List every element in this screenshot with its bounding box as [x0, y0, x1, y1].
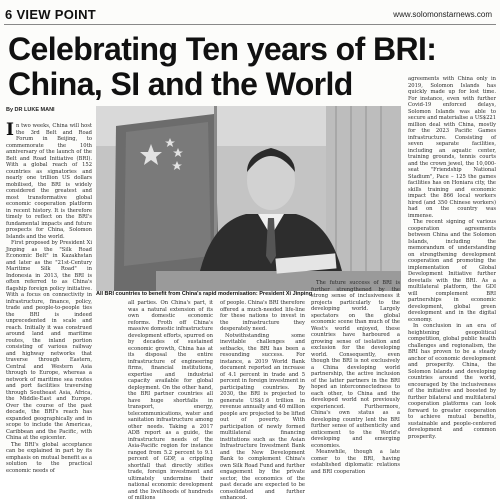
article-column-5: [408, 76, 496, 464]
article-column-3: [220, 300, 305, 501]
column-5-paragraph-3: In conclusion in an era of heightening geopolitical competition, global public health challenges and regionalism, the BRI has proven to be a steady anchor of economic development and prosperity. China, the Solomon Islands and developing countries around the world, encouraged by the inclusiveness of the initiative and boosted by further bilateral and multilateral cooperation platforms can look forward to greater cooperation to achieve mutual benefits, sustainable and people-centered development and common prosperity.: [408, 323, 496, 440]
headline-line-2: China, SI and the World: [8, 66, 353, 102]
header-rule: [4, 24, 496, 25]
photo-president-xi: [96, 106, 401, 291]
column-1-paragraph-1: n two weeks, China will host the 3rd Belt and Road Forum in Beijing, to commemorate the 10th anniversary of the launch of the Belt and Road Initiative (BRI). With a global reach of 152 countries as signatories and nearly one trillion US dollars mobilised, the BRI is widely considered the greatest and most transformative global economic cooperation platform in recent history. It is therefore timely to reflect on the BRI's fundamental impacts and future prospects for China, Solomon Islands and the world.: [6, 123, 92, 240]
column-4-paragraph-2: Meanwhile, though a late comer to the BRI, having established diplomatic relations and BRI cooperation: [311, 449, 400, 475]
column-4-paragraph-1: The future success of BRI is further strengthened by the strong sense of inclusiveness it projects particularly to the developing world. Largely spectators on the global economic scene than much of the West's world enjoyed, these countries have harboured a growing sense of isolation and exclusion for the developing world. Consequently, even though the BRI is not exclusively a China developing world partnership, the active inclusion of the latter partners in the BRI hoped an interconnectedness to each other, to China and the developed world not previously experienced. Furthermore, China's own status as a developing country lent the BRI further sense of authenticity and enticement to the World's developing and emerging economies.: [311, 280, 400, 449]
byline: By DR LUKE MANI: [6, 107, 55, 113]
column-3-paragraph-2: Notwithstanding some inevitable challenges and setbacks, the BRI has been a resounding success. For instance, a 2019 World Bank document reported an increase of 4.1 percent in trade and 5 percent in foreign investment in participating countries. By 2030, the BRI is projected to generate US$1.6 trillion in revenue annually and 40 million people are projected to be lifted out of poverty. With participation of newly formed multilateral financing institutions such as the Asian Infrastructure Investment Bank and the New Development Bank to complement China's own Silk Road Fund and further engagement by the private sector, the economics of the past decade are expected to be consolidated and further enhanced.: [220, 332, 305, 501]
column-5-paragraph-2: The recent signing of various cooperation agreements between China and the Solomon Islands, including the memorandum of understanding on strengthening development cooperation and promoting the implementation of Global Development Initiative further dovetails with the BRI. As a multilateral platform, the GDI will complement BRI partnerships in economic development, global green development and in the digital economy.: [408, 219, 496, 323]
article-column-2: [128, 300, 213, 501]
article-column-4: [311, 280, 400, 475]
website-url: www.solomonstarnews.com: [393, 10, 492, 19]
column-1-paragraph-3: The BRI's global acceptance can be explained in part by its emphasis on mutual benefit as a solution to the practical economic needs of: [6, 441, 92, 474]
column-1-paragraph-2: First proposed by President Xi Jinping as the "Silk Road Economic Belt" in Kazakhstan and later as the "21st-Century Maritime Silk Road" in Indonesia in 2013, the BRI is often referred to as China's flagship foreign policy initiative. With a focus on connectivity in infrastructure, finance, policy, trade and people-to-people ties the BRI is indeed unprecedented in scale and reach. Initially it was construed around land and maritime routes, the inland portion consisting of various railway and highway networks that traverse through Eastern, Central and Western Asia through to Europe, whereas a network of maritime sea routes and port facilities traversing through Southeast Asia, Africa, the Middle-East and Europe. Over the course of the past decade, the BRI's reach has expanded geographically and in scope to include the Americas, Caribbean and the Pacific, with China at the epicenter.: [6, 240, 92, 441]
drop-cap: I: [6, 120, 14, 140]
column-5-paragraph-1: agreements with China only in 2019, Solomon Islands has quickly made up for lost time. For instance, even with further Covid-19 enforced delays, Solomon Islands was able to secure and materialise a US$221 million deal with China, mostly for the 2023 Pacific Games infrastructure. Consisting of seven separate facilities, including an aquatic center, training grounds, tennis courts and the crown jewel, the 10,000-seat "Friendship National Stadium", Pace – 125 the games facilities has on Honiara city, the skills training and economic impact the 866 local workers hired (and 350 Chinese workers) had on the country was immense.: [408, 76, 496, 219]
section-label: 6 VIEW POINT: [5, 7, 97, 22]
headline-line-1: Celebrating Ten years of BRI:: [8, 31, 437, 67]
column-3-paragraph-1: of people. China's BRI therefore offered a much-needed life-line for these nations to invest in the infrastructure they desperately need.: [220, 300, 305, 332]
photo-caption: All BRI countries to benefit from China's rapid modernisation: President Xi Jinping: [96, 291, 313, 297]
article-column-1: [6, 118, 92, 474]
article-photo: [96, 106, 401, 291]
column-2-paragraph-1: all parties. On China's part, it was a natural extension of its own domestic economic reforms. Froth off China's massive domestic infrastructure development efforts, spurred on by decades of sustained economic growth, China has at its disposal the entire infrastructure of engineering firms, financial institutions, expertise and industrial capacity available for global deployment. On the other hand, the BRI partner countries all have huge shortfalls in transport, energy, telecommunications, water and sanitation infrastructure among other needs. Taking a 2017 ADB report as a guide, the infrastructure needs of the Asia-Pacific region for instance ranged from 5.2 percent to 9.1 percent of GDP, a crippling shortfall that directly stifles trade, foreign investment and ultimately undermine their national economic development and the livelihoods of hundreds of millions: [128, 300, 213, 501]
